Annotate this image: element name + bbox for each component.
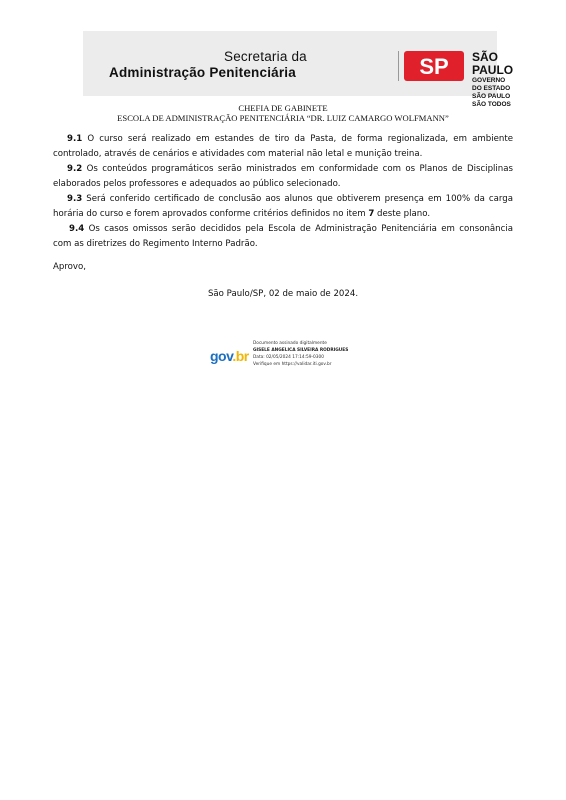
paragraph-number: 9.3 <box>67 194 83 204</box>
signature-name: GISELE ANGELICA SILVEIRA RODRIGUES <box>253 348 349 353</box>
paragraph-text: Os conteúdos programáticos serão ministrados em conformidade com os Planos de Disciplinas elaborados pelos professores e adequados ao público selecionado. <box>53 164 513 189</box>
sp-logo-icon <box>404 51 464 81</box>
paragraph-9-3 <box>53 192 513 222</box>
heading-escola: ESCOLA DE ADMINISTRAÇÃO PENITENCIÁRIA “DR. LUIZ CAMARGO WOLFMANN” <box>117 113 449 123</box>
paragraph-9-2 <box>53 162 513 192</box>
paragraph-text-end: deste plano. <box>374 209 431 219</box>
sp-logo-letters: SP <box>419 54 449 79</box>
heading-chefia: CHEFIA DE GABINETE <box>238 103 328 113</box>
signature-date: Data: 02/05/2024 17:14:59-0300 <box>253 355 324 360</box>
paragraph-text: Será conferido certificado de conclusão aos alunos que obtiverem presença em 100% da carga horária do curso e forem aprovados conforme critérios definidos no item <box>53 194 513 219</box>
signature-caption: Documento assinado digitalmente <box>253 341 327 346</box>
govbr-logo-gov: gov <box>210 348 233 364</box>
document-date: São Paulo/SP, 02 de maio de 2024. <box>207 289 359 299</box>
paragraph-number: 9.1 <box>67 134 83 144</box>
closing-aprovo: Aprovo, <box>53 262 87 272</box>
govbr-logo-br: .br <box>232 348 249 364</box>
paragraph-text: O curso será realizado em estandes de tiro da Pasta, de forma regionalizada, em ambiente controlado, através de cenários e atividades com material não letal e munição treina. <box>53 134 513 159</box>
paragraph-number: 9.4 <box>69 224 85 234</box>
banner-secretaria-text: Secretaria da <box>224 49 307 64</box>
govbr-logo-icon <box>210 346 252 366</box>
paragraph-number: 9.2 <box>67 164 83 174</box>
paragraph-item-ref: 7 <box>368 209 375 219</box>
state-gov: GOVERNO DO ESTADO <box>472 77 511 92</box>
state-name-block <box>472 51 513 109</box>
state-name: SÃO PAULO <box>472 50 514 77</box>
state-slogan: SÃO PAULO SÃO TODOS <box>472 93 511 108</box>
digital-signature-block <box>253 340 348 368</box>
paragraph-9-4 <box>53 222 513 252</box>
signature-verify-link[interactable]: Verifique em https://validar.iti.gov.br <box>253 362 332 367</box>
svg-text:gov.br <box>210 348 250 364</box>
banner-administracao-text: Administração Penitenciária <box>109 65 296 80</box>
paragraph-9-1 <box>53 132 513 162</box>
banner-divider <box>398 51 399 81</box>
paragraph-text: Os casos omissos serão decididos pela Escola de Administração Penitenciária em consonância com as diretrizes do Regimento Interno Padrão. <box>53 224 513 249</box>
